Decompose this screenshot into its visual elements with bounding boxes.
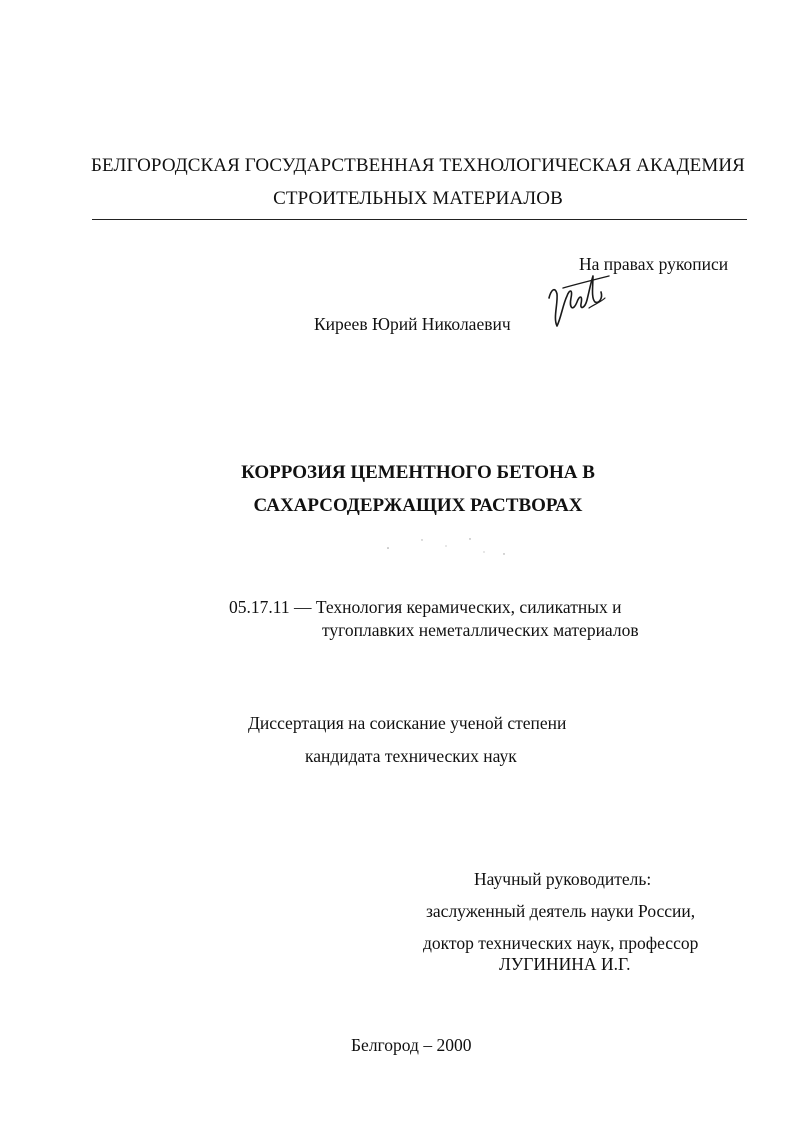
thesis-title-line-1: КОРРОЗИЯ ЦЕМЕНТНОГО БЕТОНА В (241, 462, 595, 483)
specialty-line-2: тугоплавких неметаллических материалов (322, 620, 639, 640)
scan-specks (380, 536, 520, 558)
place-and-year: Белгород – 2000 (351, 1035, 472, 1055)
institution-line-1: БЕЛГОРОДСКАЯ ГОСУДАРСТВЕННАЯ ТЕХНОЛОГИЧЕСКАЯ АКАДЕМИЯ (91, 155, 745, 176)
author-name: Киреев Юрий Николаевич (314, 314, 511, 334)
manuscript-rights-note: На правах рукописи (579, 254, 729, 274)
thesis-title-line-2: САХАРСОДЕРЖАЩИХ РАСТВОРАХ (253, 495, 583, 516)
header-divider (92, 219, 747, 220)
supervisor-name: ЛУГИНИНА И.Г. (499, 954, 631, 974)
degree-line-2: кандидата технических наук (305, 746, 517, 766)
institution-line-2: СТРОИТЕЛЬНЫХ МАТЕРИАЛОВ (273, 188, 563, 209)
specialty-line-1: 05.17.11 — Технология керамических, силикатных и (229, 597, 622, 617)
supervisor-degree: доктор технических наук, профессор (423, 933, 699, 953)
handwritten-signature (543, 268, 615, 332)
degree-line-1: Диссертация на соискание ученой степени (248, 713, 567, 733)
supervisor-honor: заслуженный деятель науки России, (426, 901, 696, 921)
supervisor-heading: Научный руководитель: (474, 869, 652, 889)
